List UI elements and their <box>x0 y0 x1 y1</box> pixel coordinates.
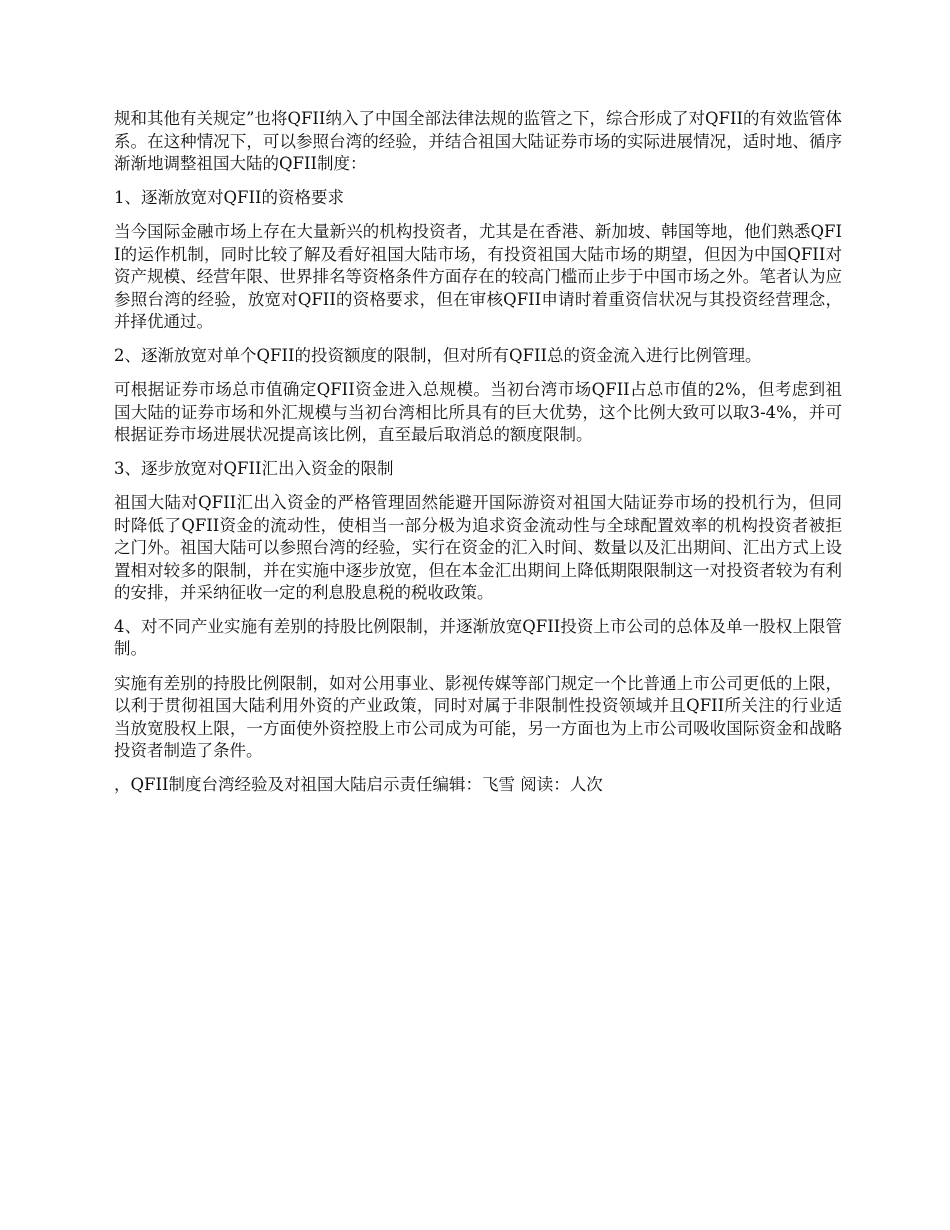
paragraph-4: 实施有差别的持股比例限制，如对公用事业、影视传媒等部门规定一个比普通上市公司更低的上限，以利于贯彻祖国大陆利用外资的产业政策，同时对属于非限制性投资领域并且QFII所关注的行业适当放宽股权上限，一方面使外资控股上市公司成为可能，另一方面也为上市公司吸收国际资金和战略投资者制造了条件。 <box>114 673 842 760</box>
section-heading-3: 3、逐步放宽对QFII汇出入资金的限制 <box>114 458 394 478</box>
footer-line: ，QFII制度台湾经验及对祖国大陆启示责任编辑：飞雪 阅读：人次 <box>114 774 603 794</box>
paragraph-intro: 规和其他有关规定”也将QFII纳入了中国全部法律法规的监管之下，综合形成了对QFII的有效监管体系。在这种情况下，可以参照台湾的经验，并结合祖国大陆证券市场的实际进展情况，适时地、循序渐渐地调整祖国大陆的QFII制度： <box>114 109 842 173</box>
section-heading-4: 4、对不同产业实施有差别的持股比例限制，并逐渐放宽QFII投资上市公司的总体及单一股权上限管制。 <box>114 616 842 658</box>
section-heading-1: 1、逐渐放宽对QFII的资格要求 <box>114 187 345 207</box>
document-body <box>114 108 842 807</box>
paragraph-3: 祖国大陆对QFII汇出入资金的严格管理固然能避开国际游资对祖国大陆证券市场的投机行为，但同时降低了QFII资金的流动性，使相当一部分极为追求资金流动性与全球配置效率的机构投资者被拒之门外。祖国大陆可以参照台湾的经验，实行在资金的汇入时间、数量以及汇出期间、汇出方式上设置相对较多的限制，并在实施中逐步放宽，但在本金汇出期间上降低期限限制这一对投资者较为有利的安排，并采纳征收一定的利息股息税的税收政策。 <box>114 493 842 602</box>
paragraph-2: 可根据证券市场总市值确定QFII资金进入总规模。当初台湾市场QFII占总市值的2%，但考虑到祖国大陆的证券市场和外汇规模与当初台湾相比所具有的巨大优势，这个比例大致可以取3-4%，并可根据证券市场进展状况提高该比例，直至最后取消总的额度限制。 <box>114 380 842 444</box>
paragraph-1: 当今国际金融市场上存在大量新兴的机构投资者，尤其是在香港、新加坡、韩国等地，他们熟悉QFII的运作机制，同时比较了解及看好祖国大陆市场，有投资祖国大陆市场的期望，但因为中国QFII对资产规模、经营年限、世界排名等资格条件方面存在的较高门槛而止步于中国市场之外。笔者认为应参照台湾的经验，放宽对QFII的资格要求，但在审核QFII申请时着重资信状况与其投资经营理念，并择优通过。 <box>114 222 842 331</box>
section-heading-2: 2、逐渐放宽对单个QFII的投资额度的限制，但对所有QFII总的资金流入进行比例管理。 <box>114 345 762 365</box>
